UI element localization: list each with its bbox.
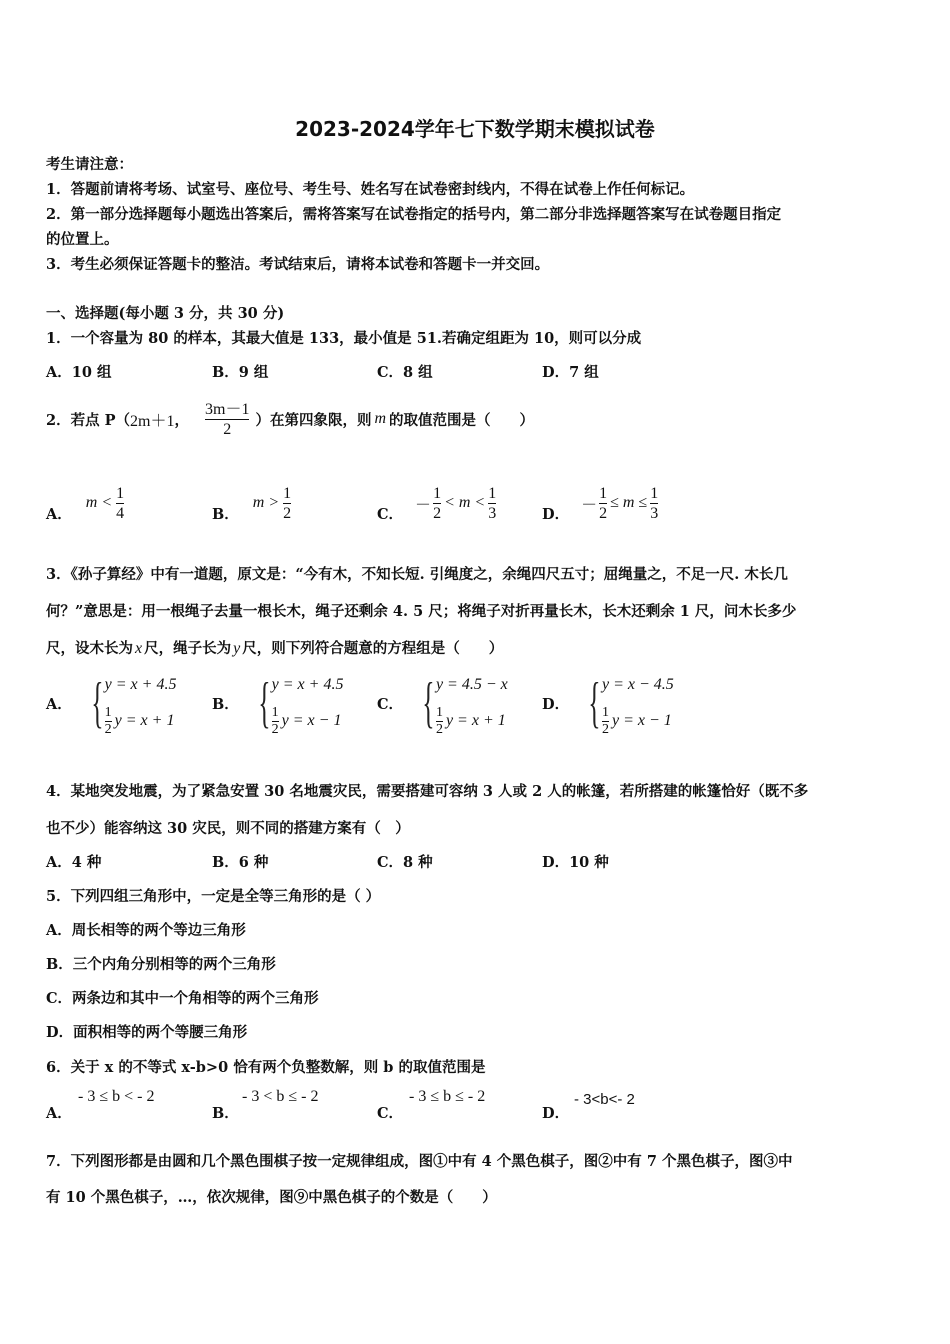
fraction-denominator: 2: [283, 504, 292, 522]
option-lhs: m <: [85, 494, 113, 511]
question-3-line: 3．《孙子算经》中有一道题，原文是：“今有木，不知长短. 引绳度之，余绳四尺五寸；屈绳量之，不足一尺. 木长几: [46, 566, 788, 583]
q1-option-b: B．9 组: [212, 364, 269, 381]
question-4-line: 4．某地突发地震，为了紧急安置 30 名地震灾民，需要搭建可容纳 3 人或 2 人的帐篷，若所搭建的帐篷恰好（既不多: [46, 783, 809, 800]
equation-text: y = x + 1: [445, 712, 506, 729]
equation: [602, 706, 674, 736]
option-expression: - 3<b<- 2: [574, 1091, 635, 1108]
q5-option-c: C．两条边和其中一个角相等的两个三角形: [46, 990, 319, 1007]
q2-option-a: [46, 480, 124, 526]
option-label: D．: [542, 505, 570, 523]
equation-text: y = x − 1: [281, 712, 342, 729]
fraction-numerator: 1: [433, 484, 442, 502]
question-6-stem: 6．关于 x 的不等式 x-b>0 恰有两个负整数解，则 b 的取值范围是: [46, 1059, 486, 1076]
option-expression: - 3 ≤ b ≤ - 2: [409, 1088, 486, 1105]
q4-option-a: A．4 种: [46, 854, 102, 871]
equation: [272, 706, 344, 736]
q3-var-y: y: [233, 640, 241, 657]
brace-icon: {: [258, 672, 271, 734]
question-2-stem: [46, 394, 534, 444]
equation-system: [84, 670, 177, 736]
q3-option-c: [377, 670, 508, 736]
option-label: A．: [46, 505, 72, 523]
option-fraction: [488, 485, 496, 522]
equation-text: y = x + 1: [114, 712, 175, 729]
q2-var-m: m: [374, 410, 387, 427]
option-label: C．: [377, 1105, 404, 1122]
equation-system: [415, 670, 508, 736]
option-fraction: [433, 485, 441, 522]
fraction-numerator: 1: [435, 704, 443, 720]
q1-option-a: A．10 组: [46, 364, 112, 381]
brace-icon: {: [588, 672, 601, 734]
option-label: B．: [212, 505, 239, 523]
question-7-line: 7．下列图形都是由圆和几个黑色围棋子按一定规律组成，图①中有 4 个黑色棋子，图②中有 7 个黑色棋子，图③中: [46, 1153, 793, 1170]
equation: y = 4.5 − x: [435, 676, 508, 693]
question-5-stem: 5．下列四组三角形中，一定是全等三角形的是（ ）: [46, 888, 381, 905]
option-label: D．: [542, 695, 570, 713]
equation-system: [251, 670, 344, 736]
q2-prefix: 2．若点 P（: [46, 411, 131, 429]
option-label: C．: [377, 695, 404, 713]
question-4-line: 也不少）能容纳这 30 灾民，则不同的搭建方案有（ ）: [46, 820, 410, 837]
q3-option-b: [212, 670, 343, 736]
brace-icon: {: [422, 672, 435, 734]
fraction-denominator: 2: [601, 721, 609, 737]
equation: [105, 706, 177, 736]
q2-comma: ，: [174, 411, 189, 429]
option-label: B．: [212, 1105, 239, 1122]
q1-option-c: C．8 组: [377, 364, 433, 381]
q2-suffix-b: 的取值范围是（ ）: [389, 411, 535, 429]
brace-icon: {: [91, 672, 104, 734]
fraction-numerator: 1: [650, 484, 659, 502]
q6-option-b: [212, 1088, 372, 1124]
q5-option-b: B．三个内角分别相等的两个三角形: [46, 956, 276, 973]
q4-option-c: C．8 种: [377, 854, 433, 871]
equation: y = x + 4.5: [271, 676, 344, 693]
option-label: C．: [377, 505, 404, 523]
option-fraction: [599, 485, 607, 522]
q3-option-d: [542, 670, 674, 736]
fraction-denominator: 4: [116, 504, 125, 522]
option-mid: < m <: [444, 494, 486, 511]
option-expression: - 3 < b ≤ - 2: [242, 1088, 319, 1105]
q3-text: 尺，则下列符合题意的方程组是（ ）: [242, 640, 504, 657]
fraction-denominator: 3: [488, 504, 497, 522]
equation-text: y = x − 1: [611, 712, 672, 729]
question-3-line: [46, 637, 503, 658]
q2-point-y-fraction: [205, 401, 249, 438]
q4-option-d: D．10 种: [542, 854, 609, 871]
q2-option-c: [377, 480, 496, 526]
equation: y = x − 4.5: [601, 676, 674, 693]
fraction-numerator: 1: [488, 484, 497, 502]
option-mid: ≤ m ≤: [610, 494, 648, 511]
q6-option-d: [542, 1088, 702, 1124]
option-expression: - 3 ≤ b < - 2: [78, 1088, 155, 1105]
fraction-denominator: 2: [271, 721, 279, 737]
option-fraction: [650, 485, 658, 522]
question-1-stem: 1．一个容量为 80 的样本，其最大值是 133，最小值是 51.若确定组距为 10，则可以分成: [46, 330, 642, 347]
fraction-numerator: 1: [601, 704, 609, 720]
fraction-denominator: 2: [599, 504, 608, 522]
fraction-denominator: 3: [650, 504, 659, 522]
notice-item: 的位置上。: [46, 231, 119, 248]
option-lhs: m >: [252, 494, 280, 511]
fraction-numerator: 1: [104, 704, 112, 720]
fraction-numerator: 1: [599, 484, 608, 502]
q4-option-b: B．6 种: [212, 854, 269, 871]
fraction-numerator: 1: [283, 484, 292, 502]
question-3-line: 何？”意思是：用一根绳子去量一根长木，绳子还剩余 4. 5 尺；将绳子对折再量长木，长木还剩余 1 尺，问木长多少: [46, 603, 797, 620]
q2-option-b: [212, 480, 291, 526]
q2-suffix-a: ）在第四象限，则: [255, 411, 372, 429]
fraction-denominator: 2: [433, 504, 442, 522]
option-label: D．: [542, 1105, 570, 1122]
equation: [436, 706, 508, 736]
option-neg: －: [415, 496, 432, 514]
q6-option-a: [46, 1088, 206, 1124]
section-heading: 一、选择题(每小题 3 分，共 30 分): [46, 305, 285, 322]
equation-system: [581, 670, 674, 736]
page-title: 2023-2024学年七下数学期末模拟试卷: [295, 117, 655, 141]
q3-text: 尺，设木长为: [46, 640, 133, 657]
fraction-numerator: 3m－1: [205, 400, 250, 418]
q1-option-d: D．7 组: [542, 364, 599, 381]
fraction-numerator: 1: [271, 704, 279, 720]
notice-item: 2．第一部分选择题每小题选出答案后，需将答案写在试卷指定的括号内，第二部分非选择题答案写在试卷题目指定: [46, 206, 782, 223]
notice-item: 3．考生必须保证答题卡的整洁。考试结束后，请将本试卷和答题卡一并交回。: [46, 256, 550, 273]
question-7-line: 有 10 个黑色棋子，…，依次规律，图⑨中黑色棋子的个数是（ ）: [46, 1189, 497, 1206]
option-neg: －: [581, 496, 598, 514]
q3-text: 尺，绳子长为: [144, 640, 232, 657]
fraction-denominator: 2: [104, 721, 112, 737]
q2-point-x: 2m＋1: [130, 412, 175, 430]
option-label: A．: [46, 695, 72, 713]
q3-var-x: x: [135, 640, 143, 657]
q2-option-d: [542, 480, 658, 526]
q6-option-c: [377, 1088, 537, 1124]
fraction-denominator: 2: [435, 721, 443, 737]
option-label: A．: [46, 1105, 72, 1122]
fraction-denominator: 2: [223, 420, 232, 438]
q5-option-d: D．面积相等的两个等腰三角形: [46, 1024, 248, 1041]
notice-heading: 考生请注意：: [46, 156, 133, 173]
fraction-numerator: 1: [116, 484, 125, 502]
q5-option-a: A．周长相等的两个等边三角形: [46, 922, 246, 939]
equation: y = x + 4.5: [104, 676, 177, 693]
option-fraction: [116, 485, 124, 522]
option-label: B．: [212, 695, 239, 713]
option-fraction: [283, 485, 291, 522]
notice-item: 1．答题前请将考场、试室号、座位号、考生号、姓名写在试卷密封线内，不得在试卷上作任何标记。: [46, 181, 695, 198]
q3-option-a: [46, 670, 176, 736]
